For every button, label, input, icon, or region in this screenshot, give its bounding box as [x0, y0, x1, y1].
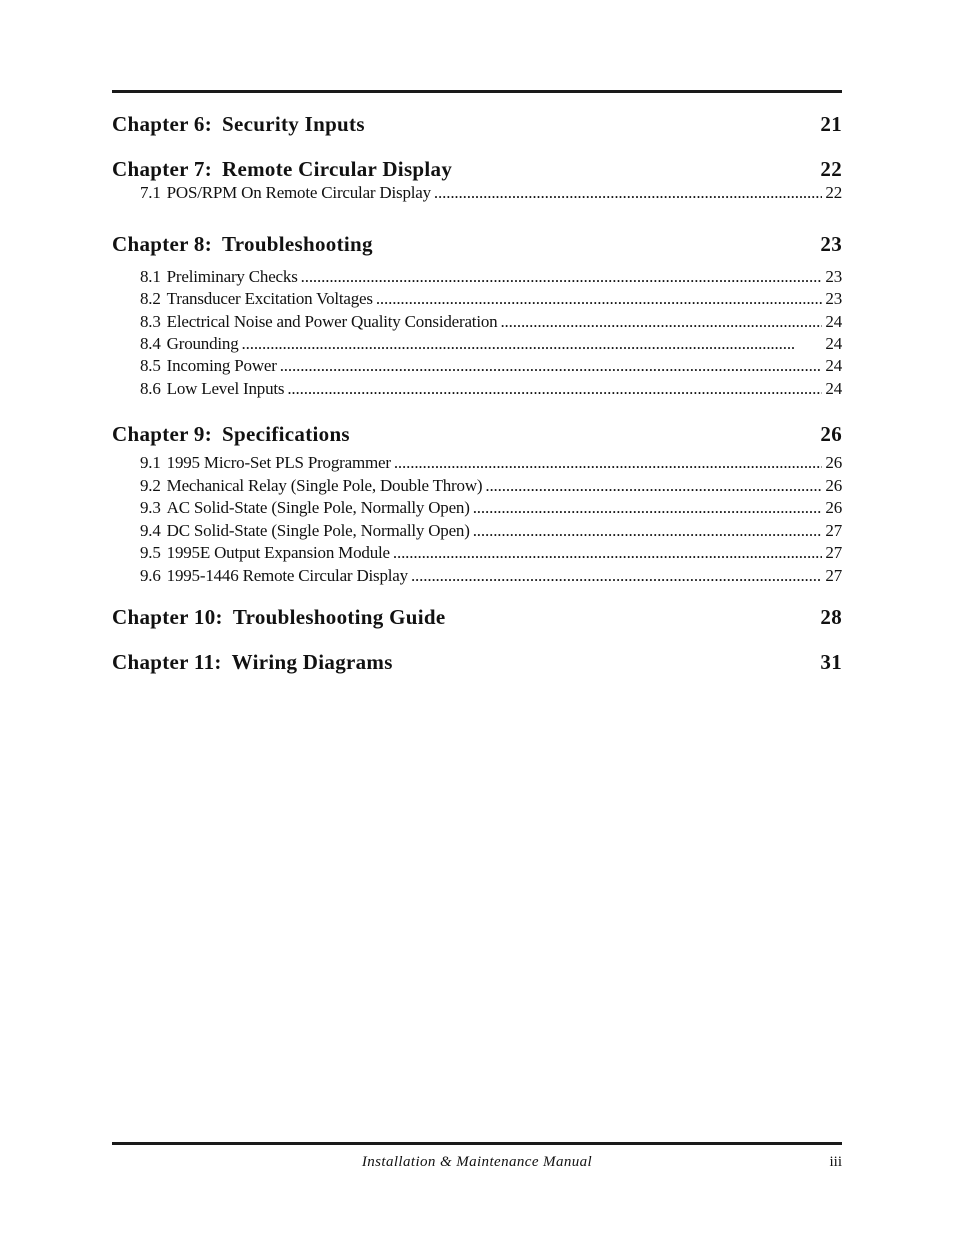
chapter-heading [112, 422, 350, 447]
chapter-label: Chapter 7: [112, 157, 213, 181]
chapter-heading [112, 112, 365, 137]
chapter-title: Remote Circular Display [222, 157, 453, 181]
section-number: 8.3 [140, 312, 161, 331]
dot-leader [376, 289, 823, 309]
chapter-label: Chapter 8: [112, 232, 213, 256]
chapter-label: Chapter 10: [112, 605, 223, 629]
chapter-heading [112, 605, 446, 630]
toc-entry-row[interactable] [140, 183, 842, 203]
chapter-heading [112, 232, 373, 257]
chapter-page-number: 23 [820, 232, 842, 256]
chapter-heading [112, 650, 393, 675]
chapter-title: Wiring Diagrams [231, 650, 393, 674]
chapter-title: Troubleshooting [222, 232, 373, 256]
dot-leader [485, 476, 822, 496]
section-title: 1995E Output Expansion Module [166, 543, 390, 562]
section-page-number: 23 [825, 289, 842, 308]
section-title: AC Solid-State (Single Pole, Normally Open) [166, 498, 470, 517]
bottom-rule [112, 1142, 842, 1145]
dot-leader [434, 183, 822, 203]
section-title: 1995 Micro-Set PLS Programmer [166, 453, 391, 472]
dot-leader [301, 267, 823, 287]
toc-entry-row[interactable] [140, 289, 842, 309]
chapter-page-number: 26 [820, 422, 842, 446]
section-number: 8.1 [140, 267, 161, 286]
section-page-number: 24 [825, 334, 842, 353]
toc-entry-row[interactable] [140, 312, 842, 332]
section-title: Electrical Noise and Power Quality Consideration [166, 312, 498, 331]
dot-leader [473, 521, 823, 541]
toc-entry-row[interactable] [140, 334, 842, 354]
section-title: DC Solid-State (Single Pole, Normally Open) [166, 521, 470, 540]
toc-entry-row[interactable] [140, 379, 842, 399]
top-rule [112, 90, 842, 93]
section-page-number: 26 [825, 498, 842, 517]
toc-chapter-row[interactable] [112, 157, 842, 182]
toc-entry-row[interactable] [140, 476, 842, 496]
section-title: Low Level Inputs [166, 379, 285, 398]
dot-leader [473, 498, 823, 518]
section-number: 8.5 [140, 356, 161, 375]
section-number: 8.2 [140, 289, 161, 308]
section-page-number: 24 [825, 356, 842, 375]
toc-chapter-row[interactable] [112, 650, 842, 675]
dot-leader [242, 334, 823, 354]
dot-leader [280, 356, 823, 376]
chapter-page-number: 28 [820, 605, 842, 629]
toc-entry-row[interactable] [140, 543, 842, 563]
chapter-page-number: 31 [820, 650, 842, 674]
section-page-number: 23 [825, 267, 842, 286]
section-number: 9.1 [140, 453, 161, 472]
section-title: 1995-1446 Remote Circular Display [166, 566, 408, 585]
section-page-number: 27 [825, 566, 842, 585]
section-title: POS/RPM On Remote Circular Display [166, 183, 431, 202]
chapter-label: Chapter 9: [112, 422, 213, 446]
page-footer [112, 1154, 842, 1176]
section-number: 9.5 [140, 543, 161, 562]
dot-leader [411, 566, 822, 586]
section-title: Preliminary Checks [166, 267, 298, 286]
toc-chapter-row[interactable] [112, 112, 842, 137]
chapter-page-number: 22 [820, 157, 842, 181]
section-number: 7.1 [140, 183, 161, 202]
chapter-label: Chapter 11: [112, 650, 222, 674]
toc-entry-row[interactable] [140, 521, 842, 541]
section-page-number: 26 [825, 453, 842, 472]
section-title: Grounding [166, 334, 239, 353]
footer-page-number: iii [829, 1154, 842, 1170]
section-page-number: 27 [825, 543, 842, 562]
footer-manual-title: Installation & Maintenance Manual [361, 1154, 593, 1170]
section-page-number: 26 [825, 476, 842, 495]
toc-chapter-row[interactable] [112, 422, 842, 447]
section-title: Incoming Power [166, 356, 277, 375]
section-number: 9.2 [140, 476, 161, 495]
dot-leader [500, 312, 822, 332]
toc-entry-row[interactable] [140, 566, 842, 586]
section-title: Transducer Excitation Voltages [166, 289, 373, 308]
toc-entry-row[interactable] [140, 267, 842, 287]
toc-entry-row[interactable] [140, 453, 842, 473]
toc-chapter-row[interactable] [112, 232, 842, 257]
section-number: 9.4 [140, 521, 161, 540]
chapter-title: Troubleshooting Guide [232, 605, 446, 629]
chapter-title: Specifications [222, 422, 350, 446]
section-number: 8.6 [140, 379, 161, 398]
dot-leader [393, 543, 823, 563]
section-page-number: 22 [825, 183, 842, 202]
section-page-number: 24 [825, 312, 842, 331]
chapter-title: Security Inputs [222, 112, 365, 136]
section-title: Mechanical Relay (Single Pole, Double Throw) [166, 476, 483, 495]
chapter-label: Chapter 6: [112, 112, 213, 136]
section-number: 8.4 [140, 334, 161, 353]
chapter-heading [112, 157, 452, 182]
chapter-page-number: 21 [820, 112, 842, 136]
section-page-number: 24 [825, 379, 842, 398]
toc-entry-row[interactable] [140, 498, 842, 518]
section-page-number: 27 [825, 521, 842, 540]
toc-entry-row[interactable] [140, 356, 842, 376]
section-number: 9.3 [140, 498, 161, 517]
dot-leader [394, 453, 823, 473]
section-number: 9.6 [140, 566, 161, 585]
dot-leader [287, 379, 822, 399]
toc-chapter-row[interactable] [112, 605, 842, 630]
